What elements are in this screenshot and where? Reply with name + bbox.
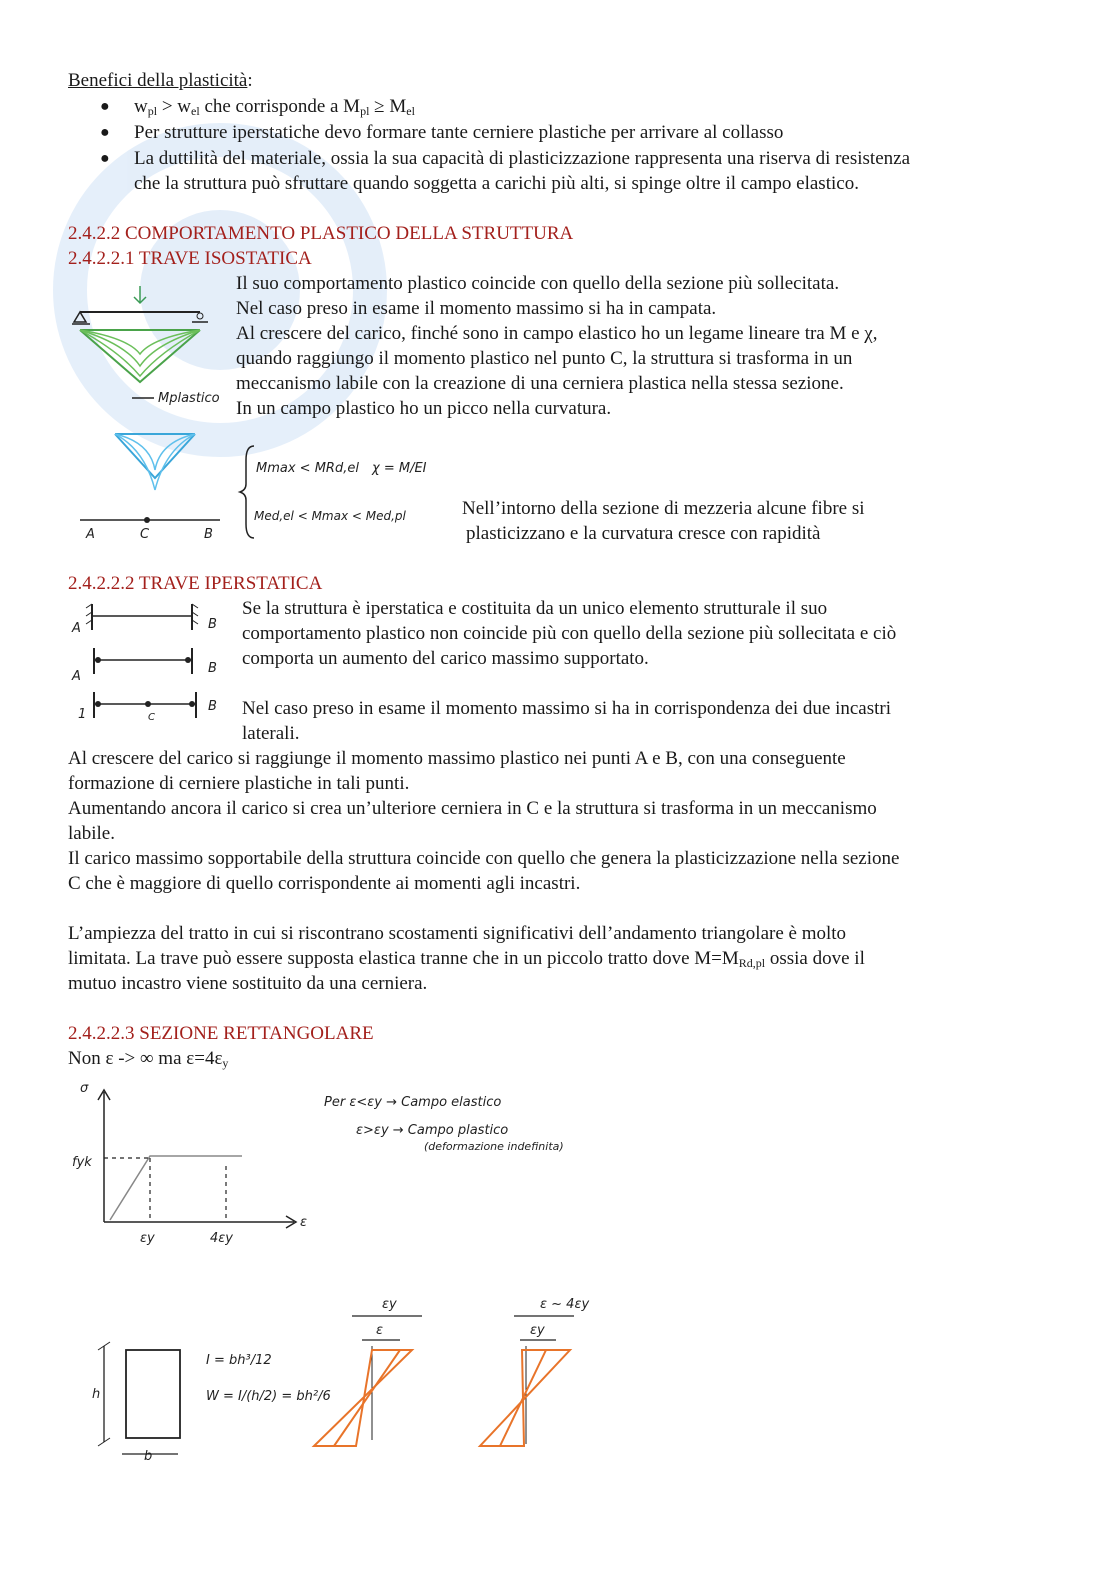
- isostatic-line-1: Il suo comportamento plastico coincide con quello della sezione più sollecitata.: [236, 273, 840, 294]
- stress-strain-graph: [70, 1080, 320, 1250]
- bullet-dot: ●: [100, 124, 110, 141]
- equation-1-left: Mmax < MRd,el: [256, 461, 359, 476]
- benefit-item-3-line1: La duttilità del materiale, ossia la sua capacità di plasticizzazione rappresenta una riserva di resistenza: [134, 148, 911, 169]
- beam1-label-a: A: [72, 621, 81, 636]
- note-indefinite: (deformazione indefinita): [424, 1140, 564, 1153]
- beam2-label-a: A: [72, 669, 81, 684]
- hyperstatic-full-line-2: formazione di cerniere plastiche in tali punti.: [68, 773, 410, 794]
- isostatic-line-5: meccanismo labile con la creazione di una cerniera plastica nella stessa sezione.: [236, 373, 844, 394]
- midspan-note-line2: plasticizzano e la curvatura cresce con rapidità: [466, 523, 821, 544]
- graph-ey-label: εy: [140, 1231, 155, 1246]
- strain-e-label: ε: [376, 1323, 384, 1338]
- isostatic-line-6: In un campo plastico ho un picco nella curvatura.: [236, 398, 612, 419]
- graph-xlabel: ε: [300, 1215, 308, 1230]
- strain-diagram-elastic: [300, 1290, 440, 1460]
- equation-system-sketch: [240, 440, 460, 540]
- midspan-note-line1: Nell’intorno della sezione di mezzeria alcune fibre si: [462, 498, 865, 519]
- strain-diagram-plastic: [470, 1290, 620, 1460]
- beam2-label-b: B: [208, 661, 217, 676]
- section-heading-24222: 2.4.2.2.2 TRAVE IPERSTATICA: [68, 573, 323, 594]
- note-plastic: ε>εy → Campo plastico: [356, 1123, 509, 1138]
- hyperstatic-line-4: Nel caso preso in esame il momento massimo si ha in corrispondenza dei due incastri: [242, 698, 891, 719]
- graph-fy-label: fyk: [72, 1155, 92, 1170]
- isostatic-line-3: Al crescere del carico, finché sono in campo elastico ho un legame lineare tra M e χ,: [236, 323, 878, 344]
- section-heading-24223: 2.4.2.2.3 SEZIONE RETTANGOLARE: [68, 1023, 374, 1044]
- amplitude-line-2: limitata. La trave può essere supposta elastica tranne che in un piccolo tratto dove $M=M_{Rd,pl}$ ossia dove il: [68, 948, 865, 970]
- label-c: C: [140, 527, 150, 542]
- section-heading-2422: 2.4.2.2 COMPORTAMENTO PLASTICO DELLA STRUTTURA: [68, 223, 574, 244]
- note-elastic: Per ε<εy → Campo elastico: [324, 1095, 502, 1110]
- strain-ey2-label: εy: [530, 1323, 545, 1338]
- benefits-title: Benefici della plasticità:: [68, 70, 253, 91]
- modulus-formula: W = I/(h/2) = bh²/6: [206, 1389, 331, 1404]
- label-mplastico: Mplastico: [158, 391, 220, 406]
- benefit-item-1: $w_{pl} > w_{el}$ che corrisponde a $M_{pl} \ge M_{el}$: [134, 96, 415, 118]
- hyperstatic-full-line-1: Al crescere del carico si raggiunge il momento massimo plastico nei punti A e B, con una conseguente: [68, 748, 846, 769]
- graph-4ey-label: 4εy: [210, 1231, 233, 1246]
- hyperstatic-line-3: comporta un aumento del carico massimo supportato.: [242, 648, 649, 669]
- hyperstatic-line-5: laterali.: [242, 723, 300, 744]
- equation-2: Med,el < Mmax < Med,pl: [254, 509, 406, 523]
- strain-field-notes: [324, 1088, 584, 1168]
- bullet-dot: ●: [100, 150, 110, 167]
- hyperstatic-full-line-5: Il carico massimo sopportabile della struttura coincide con quello che genera la plasticizzazione nella sezione: [68, 848, 900, 869]
- hyperstatic-beam-sketch: [70, 600, 230, 723]
- beam3-label-b: B: [208, 699, 217, 714]
- label-a: A: [86, 527, 95, 542]
- hyperstatic-full-line-3: Aumentando ancora il carico si crea un’ulteriore cerniera in C e la struttura si trasforma in un meccanismo: [68, 798, 877, 819]
- benefit-item-2: Per strutture iperstatiche devo formare tante cerniere plastiche per arrivare al collasso: [134, 122, 784, 143]
- amplitude-line-1: L’ampiezza del tratto in cui si riscontrano scostamenti significativi dell’andamento triangolare è molto: [68, 923, 847, 944]
- beam3-label-1: 1: [78, 707, 87, 722]
- hyperstatic-line-1: Se la struttura è iperstatica e costituita da un unico elemento strutturale il suo: [242, 598, 828, 619]
- benefit-item-3-line2: che la struttura può sfruttare quando soggetta a carichi più alti, si spinge oltre il campo elastico.: [134, 173, 859, 194]
- bullet-dot: ●: [100, 98, 110, 115]
- hyperstatic-full-line-6: C che è maggiore di quello corrispondente ai momenti agli incastri.: [68, 873, 581, 894]
- inertia-formula: I = bh³/12: [206, 1353, 272, 1368]
- beam3-label-c: C: [148, 712, 155, 723]
- strain-4ey-label: ε ~ 4εy: [540, 1297, 590, 1312]
- strain-intro: Non ε -> ∞ ma $\varepsilon=4\varepsilon_y$: [68, 1048, 229, 1070]
- amplitude-line-3: mutuo incastro viene sostituito da una cerniera.: [68, 973, 428, 994]
- base-label: b: [144, 1449, 153, 1464]
- beam1-label-b: B: [208, 617, 217, 632]
- strain-ey-label: εy: [382, 1297, 397, 1312]
- equation-1-right: χ = M/EI: [372, 461, 427, 476]
- rectangular-section-sketch: [86, 1336, 331, 1476]
- section-heading-24221: 2.4.2.2.1 TRAVE ISOSTATICA: [68, 248, 312, 269]
- hyperstatic-line-2: comportamento plastico non coincide più con quello della sezione più sollecitata e ciò: [242, 623, 897, 644]
- label-b: B: [204, 527, 213, 542]
- isostatic-beam-sketch: [70, 282, 240, 542]
- isostatic-line-4: quando raggiungo il momento plastico nel punto C, la struttura si trasforma in un: [236, 348, 853, 369]
- isostatic-line-2: Nel caso preso in esame il momento massimo si ha in campata.: [236, 298, 717, 319]
- height-label: h: [92, 1387, 101, 1402]
- hyperstatic-full-line-4: labile.: [68, 823, 115, 844]
- graph-ylabel: σ: [80, 1081, 89, 1096]
